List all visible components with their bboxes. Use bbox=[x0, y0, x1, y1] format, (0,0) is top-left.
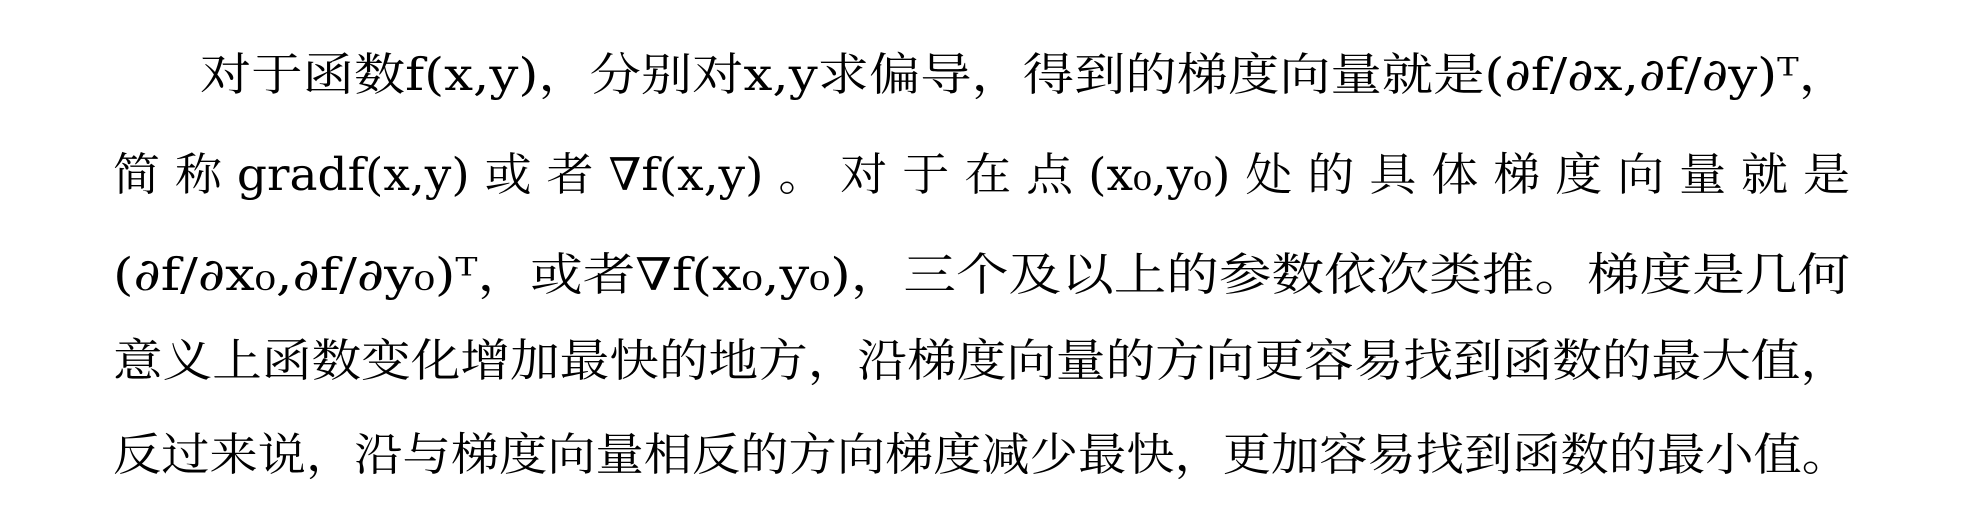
line-text-1: 对于函数f(x,y)，分别对x,y求偏导，得到的梯度向量就是(∂f/∂x,∂f/∂y)ᵀ， bbox=[200, 48, 1850, 101]
line-text-4: 意义上函数变化增加最快的地方，沿梯度向量的方向更容易找到函数的最大值， bbox=[113, 334, 1850, 387]
paragraph-line-5 bbox=[0, 418, 1975, 518]
paragraph-line-2 bbox=[0, 138, 1975, 238]
line-text-3: (∂f/∂x₀,∂f/∂y₀)ᵀ，或者∇f(x₀,y₀)，三个及以上的参数依次类推。梯度是几何 bbox=[113, 248, 1850, 301]
line-text-2: 简 称 gradf(x,y) 或 者 ∇f(x,y) 。 对 于 在 点 (x₀,y₀) 处 的 具 体 梯 度 向 量 就 是 bbox=[113, 148, 1850, 201]
paragraph-line-3 bbox=[0, 238, 1975, 338]
paragraph-line-1 bbox=[0, 38, 1975, 138]
line-text-5: 反过来说，沿与梯度向量相反的方向梯度减少最快，更加容易找到函数的最小值。 bbox=[113, 428, 1850, 481]
